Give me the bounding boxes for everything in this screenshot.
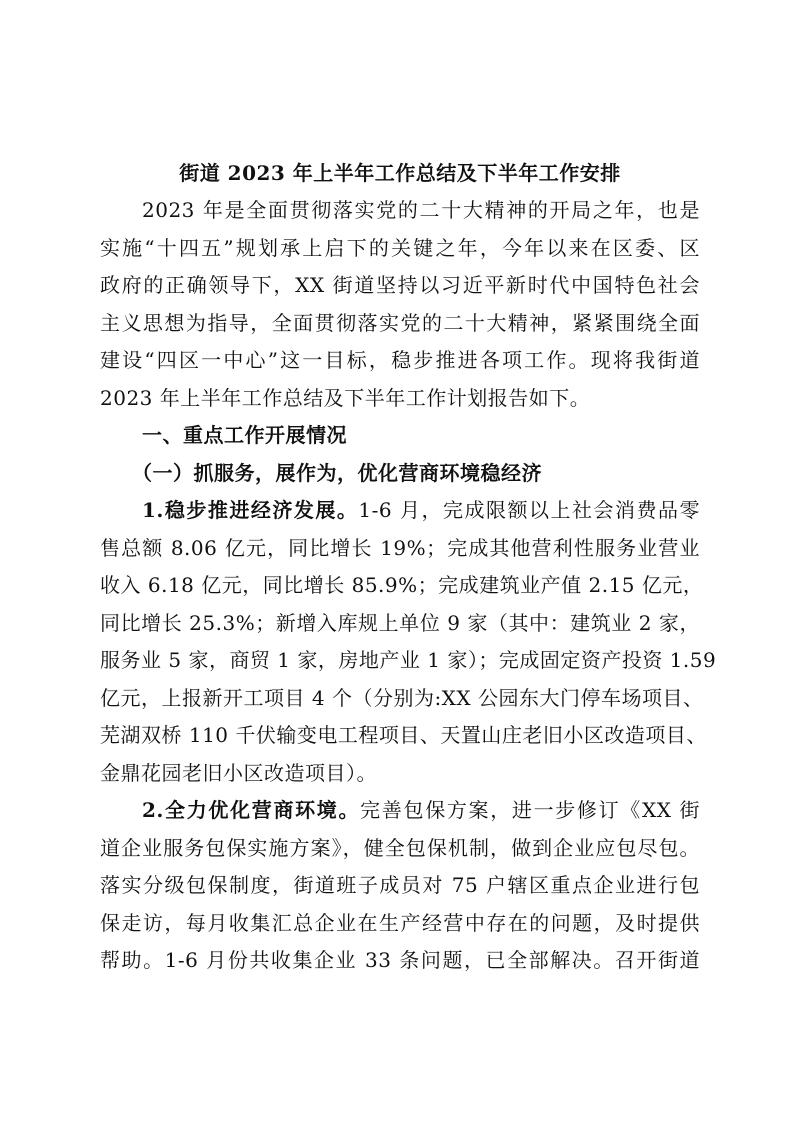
intro-paragraph — [100, 192, 700, 417]
text-line: 售总额 8.06 亿元，同比增长 19%；完成其他营利性服务业营业 — [100, 535, 700, 560]
document-title: 街道 2023 年上半年工作总结及下半年工作安排 — [179, 161, 621, 185]
text-line: 实施“十四五”规划承上启下的关键之年，今年以来在区委、区 — [100, 235, 700, 260]
item-text: 完善包保方案，进一步修订《XX 街 — [360, 798, 700, 822]
text-line: 2023 年上半年工作总结及下半年工作计划报告如下。 — [100, 385, 591, 410]
text-line: 亿元，上报新开工项目 4 个（分别为:XX 公园东大门停车场项目、 — [100, 685, 704, 710]
text-line: 政府的正确领导下，XX 街道坚持以习近平新时代中国特色社会 — [100, 273, 700, 297]
text-line: 保走访，每月收集汇总企业在生产经营中存在的问题，及时提供 — [100, 910, 700, 935]
item-paragraph-1 — [100, 492, 717, 792]
item-lead: 2.全力优化营商环境。 — [142, 798, 361, 822]
text-line: 金鼎花园老旧小区改造项目）。 — [100, 760, 377, 785]
item-lead: 1.稳步推进经济发展。 — [142, 498, 359, 522]
text-line: 同比增长 25.3%；新增入库规上单位 9 家（其中：建筑业 2 家， — [100, 610, 700, 635]
text-line: 服务业 5 家，商贸 1 家，房地产业 1 家）；完成固定资产投资 1.59 — [100, 648, 717, 672]
text-line: 帮助。1-6 月份共收集企业 33 条问题，已全部解决。召开街道 — [100, 948, 700, 972]
text-line: 2023 年是全面贯彻落实党的二十大精神的开局之年，也是 — [142, 198, 700, 222]
text-line — [100, 792, 700, 830]
item-paragraph-2 — [100, 792, 700, 980]
document-page — [100, 154, 717, 980]
text-line: 芜湖双桥 110 千伏输变电工程项目、天置山庄老旧小区改造项目、 — [100, 723, 707, 747]
section-heading: 一、重点工作开展情况 — [142, 423, 347, 447]
text-line: 建设“四区一中心”这一目标，稳步推进各项工作。现将我街道 — [100, 348, 700, 372]
item-text: 1-6 月，完成限额以上社会消费品零 — [358, 498, 700, 522]
text-line: 收入 6.18 亿元，同比增长 85.9%；完成建筑业产值 2.15 亿元， — [100, 573, 704, 597]
text-line: 主义思想为指导，全面贯彻落实党的二十大精神，紧紧围绕全面 — [100, 310, 700, 335]
text-line — [100, 492, 700, 530]
text-line: 落实分级包保制度，街道班子成员对 75 户辖区重点企业进行包 — [100, 873, 700, 897]
text-line: 道企业服务包保实施方案》，健全包保机制，做到企业应包尽包。 — [100, 835, 700, 860]
subsection-heading: （一）抓服务，展作为，优化营商环境稳经济 — [132, 460, 542, 485]
